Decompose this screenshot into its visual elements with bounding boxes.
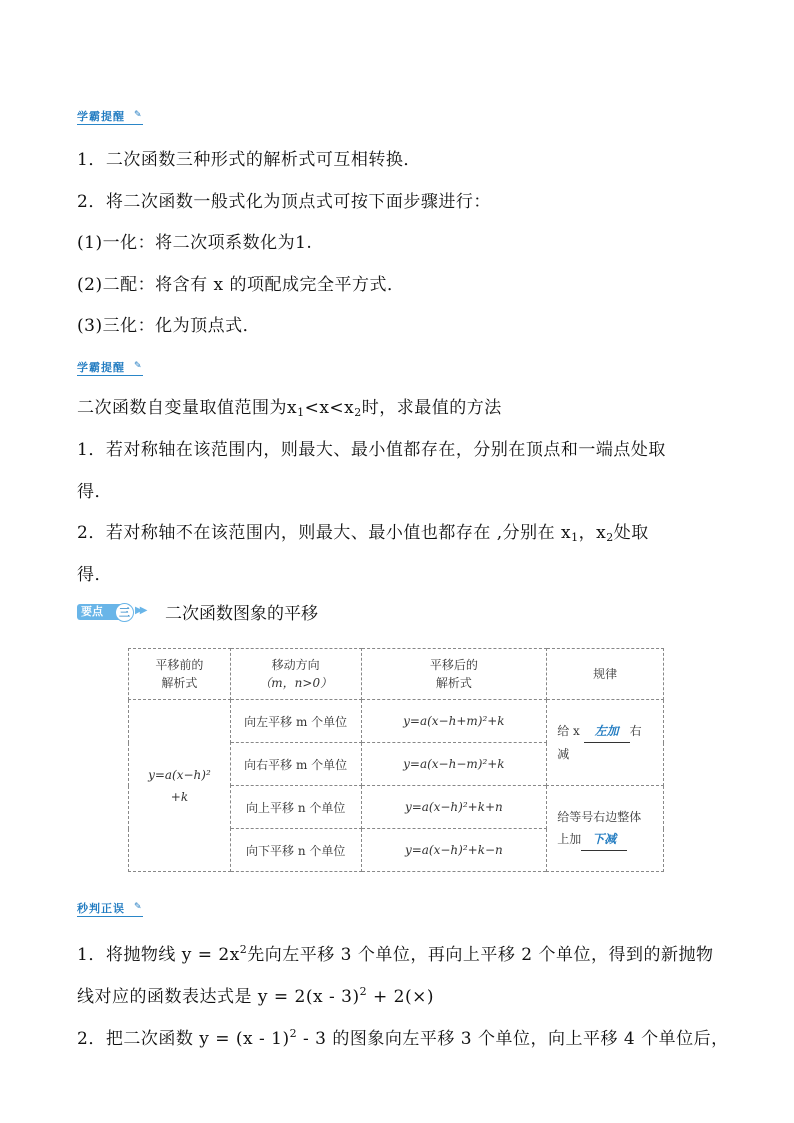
direction-cell: 向下平移 n 个单位 (230, 829, 361, 872)
rule1-answer: 左加 (584, 720, 630, 743)
table-row (129, 700, 664, 743)
subscript-1: 1 (297, 406, 305, 419)
rule-horizontal (547, 700, 664, 786)
direction-cell: 向右平移 m 个单位 (230, 743, 361, 786)
badge-number: 三 (115, 603, 134, 622)
point2-text-a: 2．若对称轴不在该范围内，则最大、最小值也都存在 ,分别在 x (77, 523, 572, 543)
q1-text-a: 1．将抛物线 y = 2x (77, 945, 240, 965)
tips-tag-label: 学霸提醒 (77, 110, 125, 123)
section-title: 二次函数图象的平移 (165, 604, 318, 624)
intro-text-a: 二次函数自变量取值范围为x (77, 398, 298, 418)
tips2-intro (77, 398, 502, 423)
point2-text-b: ，x (578, 523, 607, 543)
header-before: 平移前的 解析式 (129, 649, 231, 700)
translation-table (128, 648, 664, 872)
direction-cell: 向上平移 n 个单位 (230, 786, 361, 829)
table-header-row (129, 649, 664, 700)
point2-text-c: 处取 (613, 523, 649, 543)
rule1-text-c: 减 (557, 747, 570, 761)
tips-tag-label: 学霸提醒 (77, 361, 125, 374)
subscript-1: 1 (571, 531, 579, 544)
tips1-line-5: (3)三化：化为顶点式． (77, 316, 261, 336)
rule1-text-b: 右 (629, 724, 642, 738)
superscript-2: 2 (239, 943, 248, 956)
direction-cell: 向左平移 m 个单位 (230, 700, 361, 743)
quiz-tag-label: 秒判正误 (77, 902, 125, 915)
q2-text-b: - 3 的图象向左平移 3 个单位，向上平移 4 个单位后， (297, 1029, 729, 1049)
tips2-point-1-cont: 得． (77, 482, 112, 502)
header-after: 平移后的 解析式 (361, 649, 547, 700)
header-direction-label: 移动方向 (271, 658, 320, 672)
header-rule: 规律 (547, 649, 664, 700)
rule2-text-a: 给等号右边整体 (557, 810, 642, 824)
result-cell: y=a(x−h+m)²+k (361, 700, 547, 743)
quiz-tag (77, 902, 143, 917)
intro-text-b: <x<x (304, 398, 355, 418)
q1-text-d: + 2(×) (367, 987, 434, 1007)
tips1-line-3: (1)一化：将二次项系数化为1. (77, 233, 313, 253)
tips-tag-1 (77, 110, 143, 125)
pencil-icon: ✎ (134, 902, 143, 912)
pencil-icon: ✎ (134, 110, 143, 120)
quiz-q2 (77, 1024, 729, 1049)
q1-text-b: 先向左平移 3 个单位，再向上平移 2 个单位，得到的新抛物 (247, 945, 714, 965)
result-cell: y=a(x−h)²+k+n (361, 786, 547, 829)
tips2-point-1: 1．若对称轴在该范围内，则最大、最小值都存在，分别在顶点和一端点处取 (77, 440, 666, 460)
superscript-2: 2 (359, 985, 368, 998)
rule-vertical (547, 786, 664, 872)
header-direction-condition: （m，n>0） (259, 676, 333, 690)
q2-text-a: 2．把二次函数 y = (x - 1) (77, 1029, 290, 1049)
tips2-point-2-cont: 得． (77, 565, 112, 585)
section-badge (77, 603, 145, 621)
q1-text-c: 线对应的函数表达式是 y = 2(x - 3) (77, 987, 360, 1007)
rule2-text-b: 上加 (557, 832, 582, 846)
original-formula: y=a(x−h)² +k (129, 700, 231, 872)
result-cell: y=a(x−h)²+k−n (361, 829, 547, 872)
result-cell: y=a(x−h−m)²+k (361, 743, 547, 786)
tips1-line-4: (2)二配：将含有 x 的项配成完全平方式． (77, 275, 405, 295)
superscript-2: 2 (289, 1027, 298, 1040)
header-direction (230, 649, 361, 700)
quiz-q1 (77, 940, 714, 965)
arrow-icon: ▶▶ (135, 605, 145, 616)
badge-label: 要点 (77, 604, 123, 620)
rule2-answer: 下减 (581, 828, 627, 851)
subscript-2: 2 (606, 531, 614, 544)
intro-text-c: 时，求最值的方法 (361, 398, 502, 418)
quiz-q1-cont (77, 982, 434, 1007)
tips-tag-2 (77, 361, 143, 376)
subscript-2: 2 (354, 406, 362, 419)
tips2-point-2 (77, 523, 649, 548)
tips1-line-2: 2．将二次函数一般式化为顶点式可按下面步骤进行： (77, 192, 491, 212)
tips1-line-1: 1．二次函数三种形式的解析式可互相转换． (77, 150, 421, 170)
pencil-icon: ✎ (134, 361, 143, 371)
rule1-text-a: 给 x (557, 724, 584, 738)
